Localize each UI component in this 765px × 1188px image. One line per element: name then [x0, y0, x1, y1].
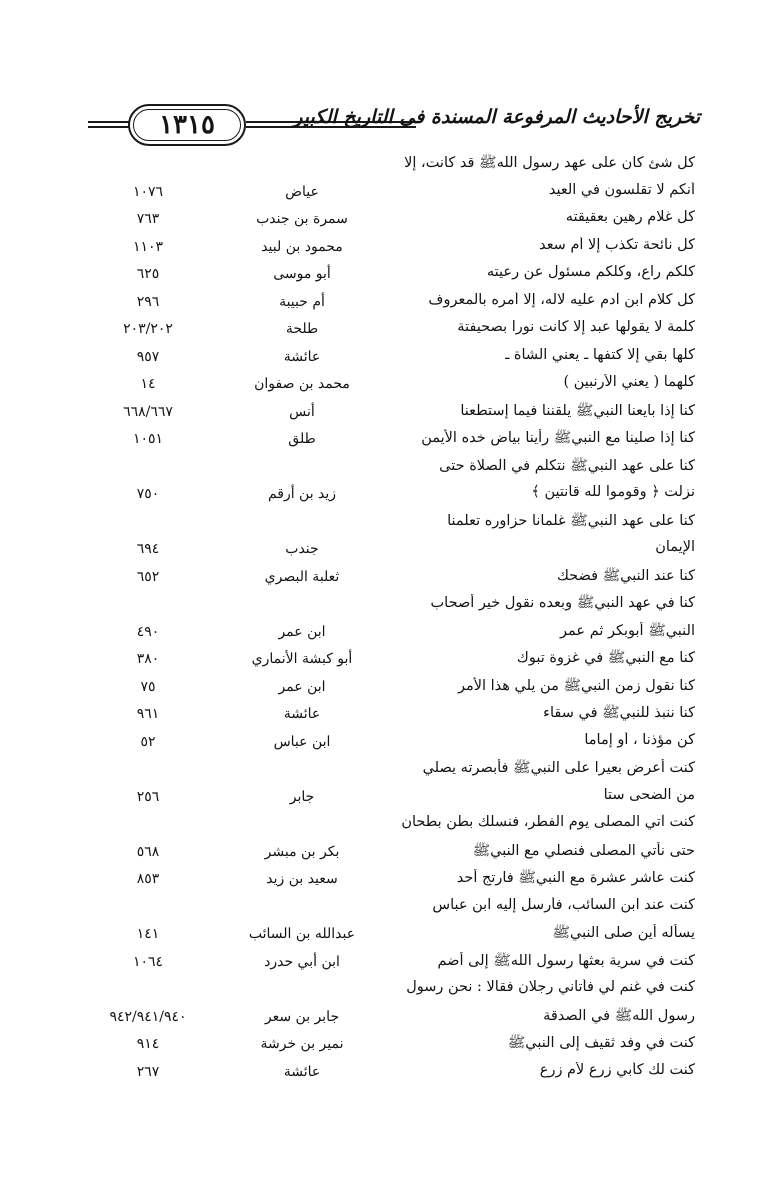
index-row	[0, 537, 765, 565]
narrator-name: نمير بن خرشة	[260, 1036, 344, 1052]
reference-number: ٧٥٠	[136, 486, 160, 502]
narrator-name: ثعلبة البصري	[264, 568, 340, 585]
reference-number: ٨٥٣	[136, 871, 160, 887]
hadith-text: كل كلام ابن آدم عليه لاله، إلا أمره بالمعروف	[428, 291, 695, 308]
reference-number: ١٤١	[136, 926, 160, 942]
reference-number: ١٤	[140, 376, 156, 392]
narrator-name: ابن عباس	[273, 733, 331, 750]
reference-number: ١٠٧٦	[132, 183, 164, 200]
index-row	[0, 427, 765, 455]
hadith-text: كلمة لا يقولها عبد إلا كانت نورا بصحيفتة	[457, 319, 695, 335]
hadith-text: كنت في وفد ثقيف إلى النبيﷺ	[507, 1035, 695, 1051]
hadith-text: كنا إذا صلينا مع النبيﷺ رأينا بياض خده الأيمن	[421, 430, 695, 446]
index-row	[0, 565, 765, 593]
reference-number: ٢٦٧	[136, 1063, 160, 1080]
hadith-text: كنت عند ابن السائب، فأرسل إليه ابن عباس	[432, 896, 695, 913]
index-row	[0, 702, 765, 730]
hadith-text: كنت في سرية بعثها رسول اللهﷺ إلى أضم	[437, 952, 695, 969]
hadith-text: كنا في عهد النبيﷺ وبعده نقول خير أصحاب	[430, 595, 695, 611]
hadith-text: كنت لك كأبي زرع لأم زرع	[539, 1061, 695, 1078]
hadith-text: الإيمان	[655, 539, 695, 555]
page-header	[88, 102, 700, 150]
narrator-name: أبو كبشة الأنماري	[251, 651, 353, 667]
hadith-text: كنا إذا بايعنا النبيﷺ يلقننا فيما إستطعنا	[460, 402, 695, 419]
reference-number: ٧٥	[140, 678, 156, 695]
hadith-text: كل نائحة تكذب إلا أم سعد	[539, 236, 695, 253]
narrator-name: بكر بن مبشر	[264, 843, 340, 860]
book-title: تخريج الأحاديث المرفوعة المسندة في التاريخ الكبير	[293, 106, 700, 128]
hadith-text: كلكم راع، وكلكم مسئول عن رعيته	[486, 264, 695, 280]
narrator-name: ابن عمر	[278, 623, 326, 640]
reference-number: ٢٩٦	[136, 293, 160, 310]
narrator-name: أبو موسى	[273, 266, 331, 282]
reference-number: ٦٢٥	[136, 266, 160, 282]
hadith-text: كنا عند النبيﷺ فضحك	[556, 567, 695, 584]
hadith-text: كنا نقول زمن النبيﷺ من يلي هذا الأمر	[457, 677, 695, 694]
reference-number: ٥٦٨	[136, 843, 160, 860]
reference-number: ١٠٥١	[132, 431, 164, 447]
index-row	[0, 675, 765, 703]
hadith-text: كنا على عهد النبيﷺ نتكلم في الصلاة حتى	[439, 457, 695, 474]
narrator-name: جابر	[289, 788, 315, 805]
narrator-name: ابن أبي حدرد	[264, 953, 340, 970]
index-row	[0, 455, 765, 483]
index-row	[0, 510, 765, 538]
index-row	[0, 592, 765, 620]
hadith-text: كنت آتي المصلى يوم الفطر، فنسلك بطن بطحان	[401, 814, 695, 830]
index-row	[0, 730, 765, 758]
hadith-text: كل شئ كان على عهد رسول اللهﷺ قد كانت، إلا	[404, 155, 695, 171]
index-row	[0, 950, 765, 978]
narrator-name: ابن عمر	[278, 678, 326, 695]
reference-number: ٩٥٧	[136, 348, 160, 365]
narrator-name: طلق	[288, 431, 316, 447]
reference-number: ٢٠٣/٢٠٢	[123, 321, 173, 337]
reference-number: ٦٩٤	[136, 541, 160, 557]
index-row	[0, 235, 765, 263]
index-row	[0, 895, 765, 923]
narrator-name: عائشة	[283, 348, 321, 365]
index-row	[0, 812, 765, 840]
narrator-name: عياض	[285, 183, 319, 200]
hadith-text: يسأله أين صلى النبيﷺ	[552, 925, 695, 941]
hadith-text: من الضحى ستا	[603, 786, 695, 803]
narrator-name: جابر بن سعر	[264, 1008, 340, 1025]
index-row	[0, 977, 765, 1005]
index-row	[0, 482, 765, 510]
reference-number: ٣٨٠	[136, 651, 160, 667]
hadith-text: كلها بقي إلا كتفها ـ يعني الشاة ـ	[505, 346, 695, 363]
index-row	[0, 152, 765, 180]
reference-number: ٩١٤	[136, 1036, 160, 1052]
page-number-badge	[128, 104, 246, 146]
index-row	[0, 317, 765, 345]
hadith-text: كلهما ( يعني الأرنبين )	[563, 374, 695, 390]
hadith-text: كنت عاشر عشرة مع النبيﷺ فارتج أحد	[456, 870, 695, 886]
narrator-name: عائشة	[283, 1063, 321, 1080]
reference-number: ٥٢	[140, 733, 156, 750]
narrator-name: طلحة	[285, 321, 319, 337]
reference-number: ١١٠٣	[132, 238, 164, 255]
reference-number: ٩٤٢/٩٤١/٩٤٠	[109, 1008, 187, 1025]
hadith-text: كل غلام رهين بعقيقته	[565, 209, 695, 225]
index-row	[0, 620, 765, 648]
index-row	[0, 785, 765, 813]
narrator-name: أم حبيبة	[279, 293, 325, 310]
hadith-index-list	[0, 152, 765, 1087]
index-row	[0, 207, 765, 235]
index-row	[0, 1005, 765, 1033]
index-row	[0, 290, 765, 318]
hadith-text: كن مؤذنا ، أو إماما	[584, 731, 695, 748]
index-row	[0, 400, 765, 428]
hadith-text: النبيﷺ أبوبكر ثم عمر	[560, 622, 695, 639]
index-row	[0, 922, 765, 950]
index-row	[0, 372, 765, 400]
narrator-name: محمد بن صفوان	[254, 376, 350, 392]
narrator-name: سعيد بن زيد	[266, 871, 338, 887]
reference-number: ٦٦٨/٦٦٧	[123, 403, 173, 420]
hadith-text: كنا مع النبيﷺ في غزوة تبوك	[516, 650, 695, 666]
hadith-text: حتى نأتي المصلى فنصلي مع النبيﷺ	[472, 842, 695, 859]
narrator-name: محمود بن لبيد	[261, 238, 343, 255]
reference-number: ١٠٦٤	[132, 953, 164, 970]
index-row	[0, 757, 765, 785]
narrator-name: سمرة بن جندب	[256, 211, 348, 227]
header-rule-left	[88, 121, 130, 128]
index-row	[0, 867, 765, 895]
narrator-name: جندب	[285, 541, 319, 557]
index-row	[0, 1060, 765, 1088]
hadith-text: أنكم لا تقلسون في العيد	[548, 181, 695, 198]
index-row	[0, 345, 765, 373]
reference-number: ٩٦١	[136, 706, 160, 722]
index-row	[0, 647, 765, 675]
hadith-text: كنت أعرض بعيرا على النبيﷺ فأبصرته يصلي	[422, 760, 695, 776]
hadith-text: كنا على عهد النبيﷺ غلمانا حزاوره تعلمنا	[447, 512, 695, 529]
hadith-text: رسول اللهﷺ في الصدقة	[543, 1007, 695, 1024]
hadith-text: كنا ننبذ للنبيﷺ في سقاء	[543, 705, 695, 721]
reference-number: ٤٩٠	[136, 623, 160, 640]
reference-number: ٧٦٣	[136, 211, 160, 227]
reference-number: ٦٥٢	[136, 568, 160, 585]
index-row	[0, 180, 765, 208]
narrator-name: عبدالله بن السائب	[248, 926, 356, 942]
narrator-name: زيد بن أرقم	[267, 486, 337, 502]
narrator-name: عائشة	[283, 706, 321, 722]
page-number: ١٣١٥	[159, 110, 215, 140]
index-row	[0, 1032, 765, 1060]
reference-number: ٢٥٦	[136, 788, 160, 805]
narrator-name: أنس	[289, 403, 315, 420]
hadith-text: نزلت ﴿ وقوموا لله قانتين ﴾	[531, 484, 695, 500]
index-row	[0, 262, 765, 290]
index-row	[0, 840, 765, 868]
hadith-text: كنت في غنم لي فأتاني رجلان فقالا : نحن رسول	[406, 979, 695, 995]
